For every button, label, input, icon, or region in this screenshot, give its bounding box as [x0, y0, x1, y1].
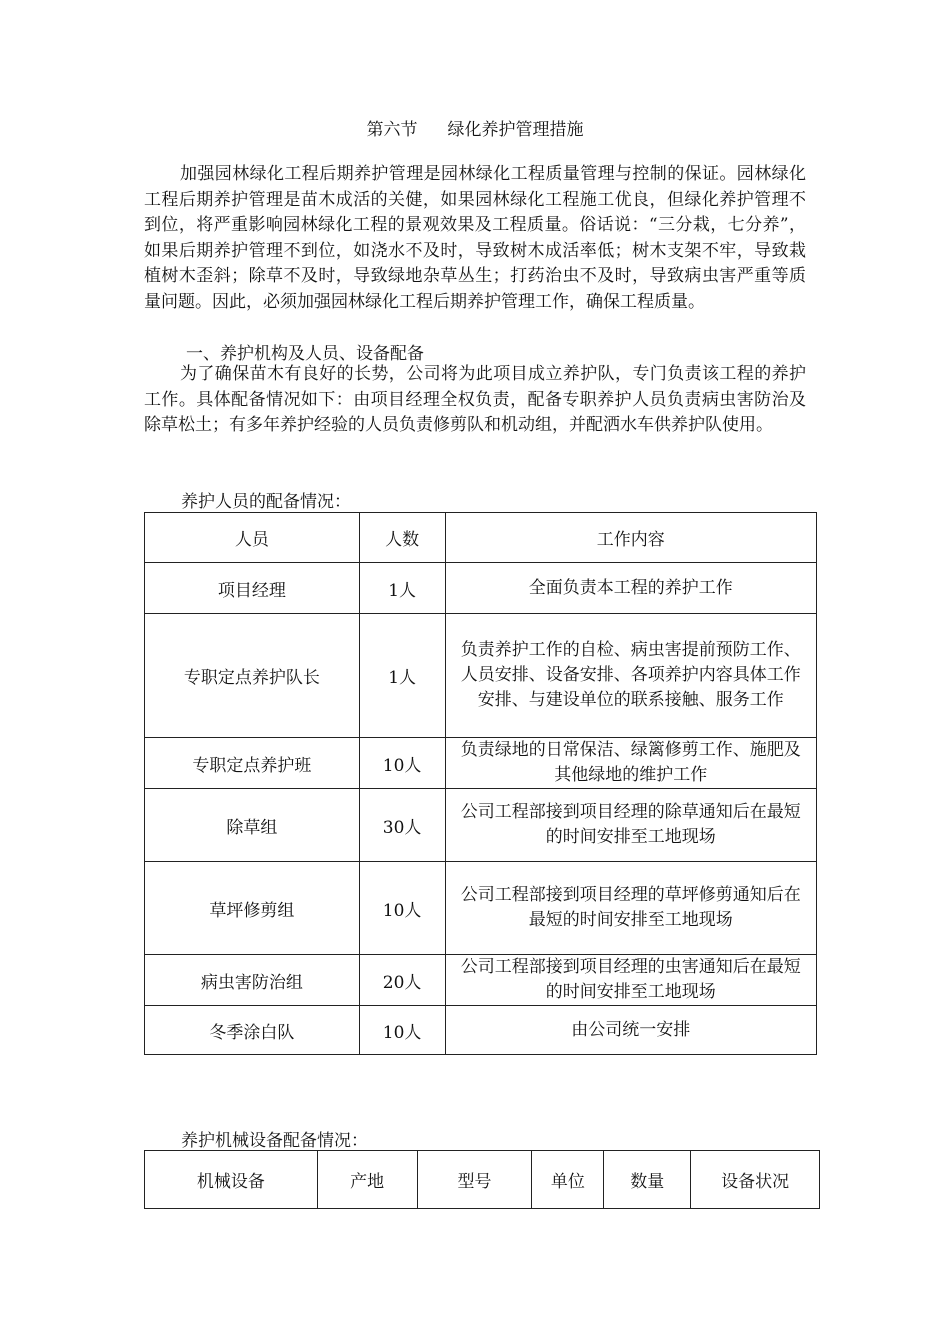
duty-cell: 由公司统一安排 [445, 1006, 816, 1055]
table-header-row [145, 513, 817, 563]
role-cell: 专职定点养护队长 [145, 614, 360, 738]
role-cell: 冬季涂白队 [145, 1006, 360, 1055]
duty-cell: 负责绿地的日常保洁、绿篱修剪工作、施肥及其他绿地的维护工作 [445, 738, 816, 789]
count-cell: 10人 [359, 1006, 445, 1055]
role-cell: 项目经理 [145, 563, 360, 614]
header-cell: 人员 [145, 513, 360, 563]
header-cell: 机械设备 [145, 1151, 318, 1209]
header-cell: 工作内容 [445, 513, 816, 563]
role-cell: 病虫害防治组 [145, 955, 360, 1006]
duty-cell: 公司工程部接到项目经理的草坪修剪通知后在最短的时间安排至工地现场 [445, 862, 816, 955]
table-row [145, 1006, 817, 1055]
count-cell: 1人 [359, 563, 445, 614]
staffing-text: 为了确保苗木有良好的长势，公司将为此项目成立养护队，专门负责该工程的养护工作。具体配备情况如下：由项目经理全权负责，配备专职养护人员负责病虫害防治及除草松土；有多年养护经验的人员负责修剪队和机动组，并配洒水车供养护队使用。 [144, 364, 806, 436]
duty-cell: 公司工程部接到项目经理的虫害通知后在最短的时间安排至工地现场 [445, 955, 816, 1006]
role-cell: 除草组 [145, 789, 360, 862]
table-row [145, 563, 817, 614]
table-row [145, 789, 817, 862]
heading-1: 一、养护机构及人员、设备配备 [186, 344, 424, 364]
table-row [145, 955, 817, 1006]
count-cell: 30人 [359, 789, 445, 862]
staffing-paragraph [144, 362, 806, 439]
staff-table-caption: 养护人员的配备情况： [181, 492, 351, 512]
intro-text: 加强园林绿化工程后期养护管理是园林绿化工程质量管理与控制的保证。园林绿化工程后期养护管理是苗木成活的关健，如果园林绿化工程施工优良，但绿化养护管理不到位，将严重影响园林绿化工程的景观效果及工程质量。俗话说：“三分栽，七分养”，如果后期养护管理不到位，如浇水不及时，导致树木成活率低；树木支架不牢，导致栽植树木歪斜；除草不及时，导致绿地杂草丛生；打药治虫不及时，导致病虫害严重等质量问题。因此，必须加强园林绿化工程后期养护管理工作，确保工程质量。 [144, 164, 806, 312]
section-name: 绿化养护管理措施 [447, 120, 584, 140]
count-cell: 10人 [359, 862, 445, 955]
section-number: 第六节 [366, 120, 418, 140]
duty-cell: 全面负责本工程的养护工作 [445, 563, 816, 614]
header-cell: 设备状况 [691, 1151, 820, 1209]
table-row [145, 614, 817, 738]
header-cell: 产地 [317, 1151, 417, 1209]
duty-cell: 公司工程部接到项目经理的除草通知后在最短的时间安排至工地现场 [445, 789, 816, 862]
count-cell: 10人 [359, 738, 445, 789]
staff-table [144, 512, 817, 1055]
table-row [145, 738, 817, 789]
header-cell: 数量 [604, 1151, 691, 1209]
header-cell: 单位 [532, 1151, 604, 1209]
count-cell: 1人 [359, 614, 445, 738]
table-row [145, 862, 817, 955]
role-cell: 草坪修剪组 [145, 862, 360, 955]
role-cell: 专职定点养护班 [145, 738, 360, 789]
equipment-table [144, 1150, 820, 1209]
table-header-row [145, 1151, 820, 1209]
equipment-table-caption: 养护机械设备配备情况： [181, 1131, 368, 1151]
section-title [0, 115, 950, 140]
duty-cell: 负责养护工作的自检、病虫害提前预防工作、人员安排、设备安排、各项养护内容具体工作安排、与建设单位的联系接触、服务工作 [445, 614, 816, 738]
header-cell: 型号 [417, 1151, 532, 1209]
intro-paragraph [144, 162, 806, 316]
header-cell: 人数 [359, 513, 445, 563]
count-cell: 20人 [359, 955, 445, 1006]
